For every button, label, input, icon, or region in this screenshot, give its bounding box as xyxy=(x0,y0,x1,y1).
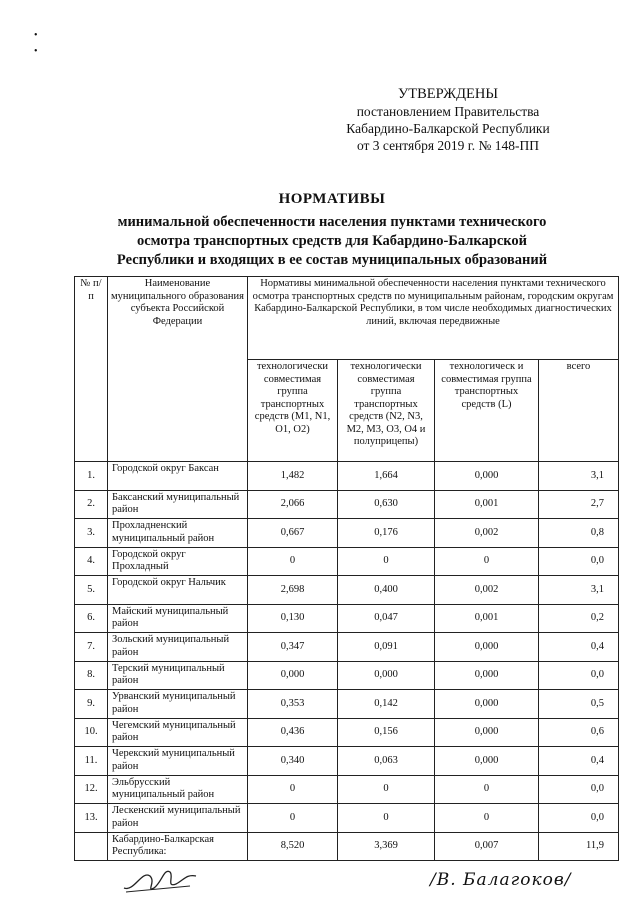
total-value: 11,9 xyxy=(539,832,619,861)
row-total: 0,8 xyxy=(539,519,619,548)
row-name: Майский муниципальный район xyxy=(108,604,248,633)
row-number: 2. xyxy=(75,490,108,519)
document-title xyxy=(72,190,592,270)
row-number: 7. xyxy=(75,633,108,662)
total-value-c: 0,007 xyxy=(435,832,539,861)
scan-mark: • xyxy=(34,46,38,57)
row-name: Лескенский муниципальный район xyxy=(108,804,248,833)
row-total: 0,0 xyxy=(539,775,619,804)
title-line: минимальной обеспеченности населения пунктами технического xyxy=(117,214,547,230)
approval-block xyxy=(318,86,578,154)
row-value-c: 0 xyxy=(435,804,539,833)
row-number: 9. xyxy=(75,690,108,719)
table-row xyxy=(75,604,619,633)
row-total: 0,0 xyxy=(539,547,619,576)
row-value-a: 0 xyxy=(248,775,338,804)
table-row xyxy=(75,519,619,548)
row-value-c: 0,000 xyxy=(435,661,539,690)
table-row xyxy=(75,490,619,519)
row-value-a: 0,667 xyxy=(248,519,338,548)
norms-table xyxy=(74,276,619,861)
row-value-c: 0 xyxy=(435,775,539,804)
row-number: 4. xyxy=(75,547,108,576)
row-number: 1. xyxy=(75,462,108,491)
row-name: Прохладненский муниципальный район xyxy=(108,519,248,548)
row-value-a: 2,698 xyxy=(248,576,338,605)
row-value-a: 0,000 xyxy=(248,661,338,690)
total-value-b: 3,369 xyxy=(338,832,435,861)
row-value-c: 0,000 xyxy=(435,462,539,491)
row-total: 0,4 xyxy=(539,747,619,776)
row-value-c: 0,000 xyxy=(435,690,539,719)
row-value-c: 0,000 xyxy=(435,718,539,747)
table-row xyxy=(75,576,619,605)
table-row xyxy=(75,690,619,719)
row-number: 3. xyxy=(75,519,108,548)
row-value-b: 0,000 xyxy=(338,661,435,690)
row-value-b: 0,091 xyxy=(338,633,435,662)
total-value-a: 8,520 xyxy=(248,832,338,861)
header-number: № п/п xyxy=(75,277,108,462)
subheader-group-m1: технологически совместимая группа транспортных средств (M1, N1, O1, O2) xyxy=(248,360,338,462)
row-value-c: 0,000 xyxy=(435,747,539,776)
row-name: Чегемский муниципальный район xyxy=(108,718,248,747)
row-total: 0,4 xyxy=(539,633,619,662)
row-total: 0,2 xyxy=(539,604,619,633)
row-value-a: 0 xyxy=(248,547,338,576)
total-name: Кабардино-Балкарская Республика: xyxy=(108,832,248,861)
title-line: Республики и входящих в ее состав муниципальных образований xyxy=(116,252,548,268)
signature-name: /В. Балагоков/ xyxy=(430,870,572,890)
row-value-b: 0,063 xyxy=(338,747,435,776)
subheader-total: всего xyxy=(539,360,619,462)
row-name: Городской округ Нальчик xyxy=(108,576,248,605)
row-number: 10. xyxy=(75,718,108,747)
table-row xyxy=(75,747,619,776)
row-total: 3,1 xyxy=(539,462,619,491)
row-total: 0,6 xyxy=(539,718,619,747)
table-row xyxy=(75,661,619,690)
row-value-b: 0,156 xyxy=(338,718,435,747)
row-value-b: 0,047 xyxy=(338,604,435,633)
row-number: 8. xyxy=(75,661,108,690)
row-number: 5. xyxy=(75,576,108,605)
row-total: 0,0 xyxy=(539,804,619,833)
row-value-b: 0,176 xyxy=(338,519,435,548)
approval-line: от 3 сентября 2019 г. № 148-ПП xyxy=(356,138,540,153)
total-number xyxy=(75,832,108,861)
header-municipality: Наименование муниципального образования субъекта Российской Федерации xyxy=(108,277,248,462)
row-value-c: 0,001 xyxy=(435,604,539,633)
row-name: Зольский муниципальный район xyxy=(108,633,248,662)
row-number: 11. xyxy=(75,747,108,776)
title-line: осмотра транспортных средств для Кабардино-Балкарской xyxy=(136,233,528,249)
header-norms: Нормативы минимальной обеспеченности населения пунктами технического осмотра транспортных средств по муниципальным районам, городским округам Кабардино-Балкарской Республики, в том числе необходимых диагностических линий, включая передвижные xyxy=(248,277,619,360)
row-name: Эльбрусский муниципальный район xyxy=(108,775,248,804)
row-value-a: 0 xyxy=(248,804,338,833)
row-number: 6. xyxy=(75,604,108,633)
row-value-b: 0 xyxy=(338,775,435,804)
row-value-a: 0,130 xyxy=(248,604,338,633)
scan-mark: • xyxy=(34,30,38,41)
row-number: 12. xyxy=(75,775,108,804)
subheader-group-l: технологическ и совместимая группа транспортных средств (L) xyxy=(435,360,539,462)
table-row xyxy=(75,775,619,804)
row-value-b: 0,400 xyxy=(338,576,435,605)
row-value-c: 0,001 xyxy=(435,490,539,519)
row-value-c: 0,000 xyxy=(435,633,539,662)
row-value-a: 1,482 xyxy=(248,462,338,491)
row-total: 0,5 xyxy=(539,690,619,719)
table-row xyxy=(75,633,619,662)
subheader-group-n2: технологически совместимая группа транспортных средств (N2, N3, M2, M3, O3, O4 и полуприцепы) xyxy=(338,360,435,462)
row-value-a: 0,347 xyxy=(248,633,338,662)
row-value-a: 0,436 xyxy=(248,718,338,747)
row-value-a: 2,066 xyxy=(248,490,338,519)
row-value-c: 0,002 xyxy=(435,576,539,605)
row-value-b: 0 xyxy=(338,547,435,576)
row-value-b: 0,142 xyxy=(338,690,435,719)
row-value-c: 0 xyxy=(435,547,539,576)
row-value-b: 1,664 xyxy=(338,462,435,491)
row-value-a: 0,353 xyxy=(248,690,338,719)
approval-line: Кабардино-Балкарской Республики xyxy=(346,121,550,136)
total-row xyxy=(75,832,619,861)
row-name: Городской округ Баксан xyxy=(108,462,248,491)
table-row xyxy=(75,718,619,747)
approval-line: постановлением Правительства xyxy=(356,104,540,119)
row-total: 2,7 xyxy=(539,490,619,519)
row-value-b: 0 xyxy=(338,804,435,833)
row-number: 13. xyxy=(75,804,108,833)
signature-scribble-icon xyxy=(120,862,200,898)
table-row xyxy=(75,462,619,491)
title-main: НОРМАТИВЫ xyxy=(278,191,386,207)
table-row xyxy=(75,804,619,833)
table-row xyxy=(75,547,619,576)
row-name: Терский муниципальный район xyxy=(108,661,248,690)
row-name: Урванский муниципальный район xyxy=(108,690,248,719)
row-value-a: 0,340 xyxy=(248,747,338,776)
row-value-b: 0,630 xyxy=(338,490,435,519)
row-name: Городской округ Прохладный xyxy=(108,547,248,576)
row-total: 3,1 xyxy=(539,576,619,605)
row-total: 0,0 xyxy=(539,661,619,690)
row-name: Черекский муниципальный район xyxy=(108,747,248,776)
row-value-c: 0,002 xyxy=(435,519,539,548)
approval-heading: УТВЕРЖДЕНЫ xyxy=(397,86,499,102)
row-name: Баксанский муниципальный район xyxy=(108,490,248,519)
